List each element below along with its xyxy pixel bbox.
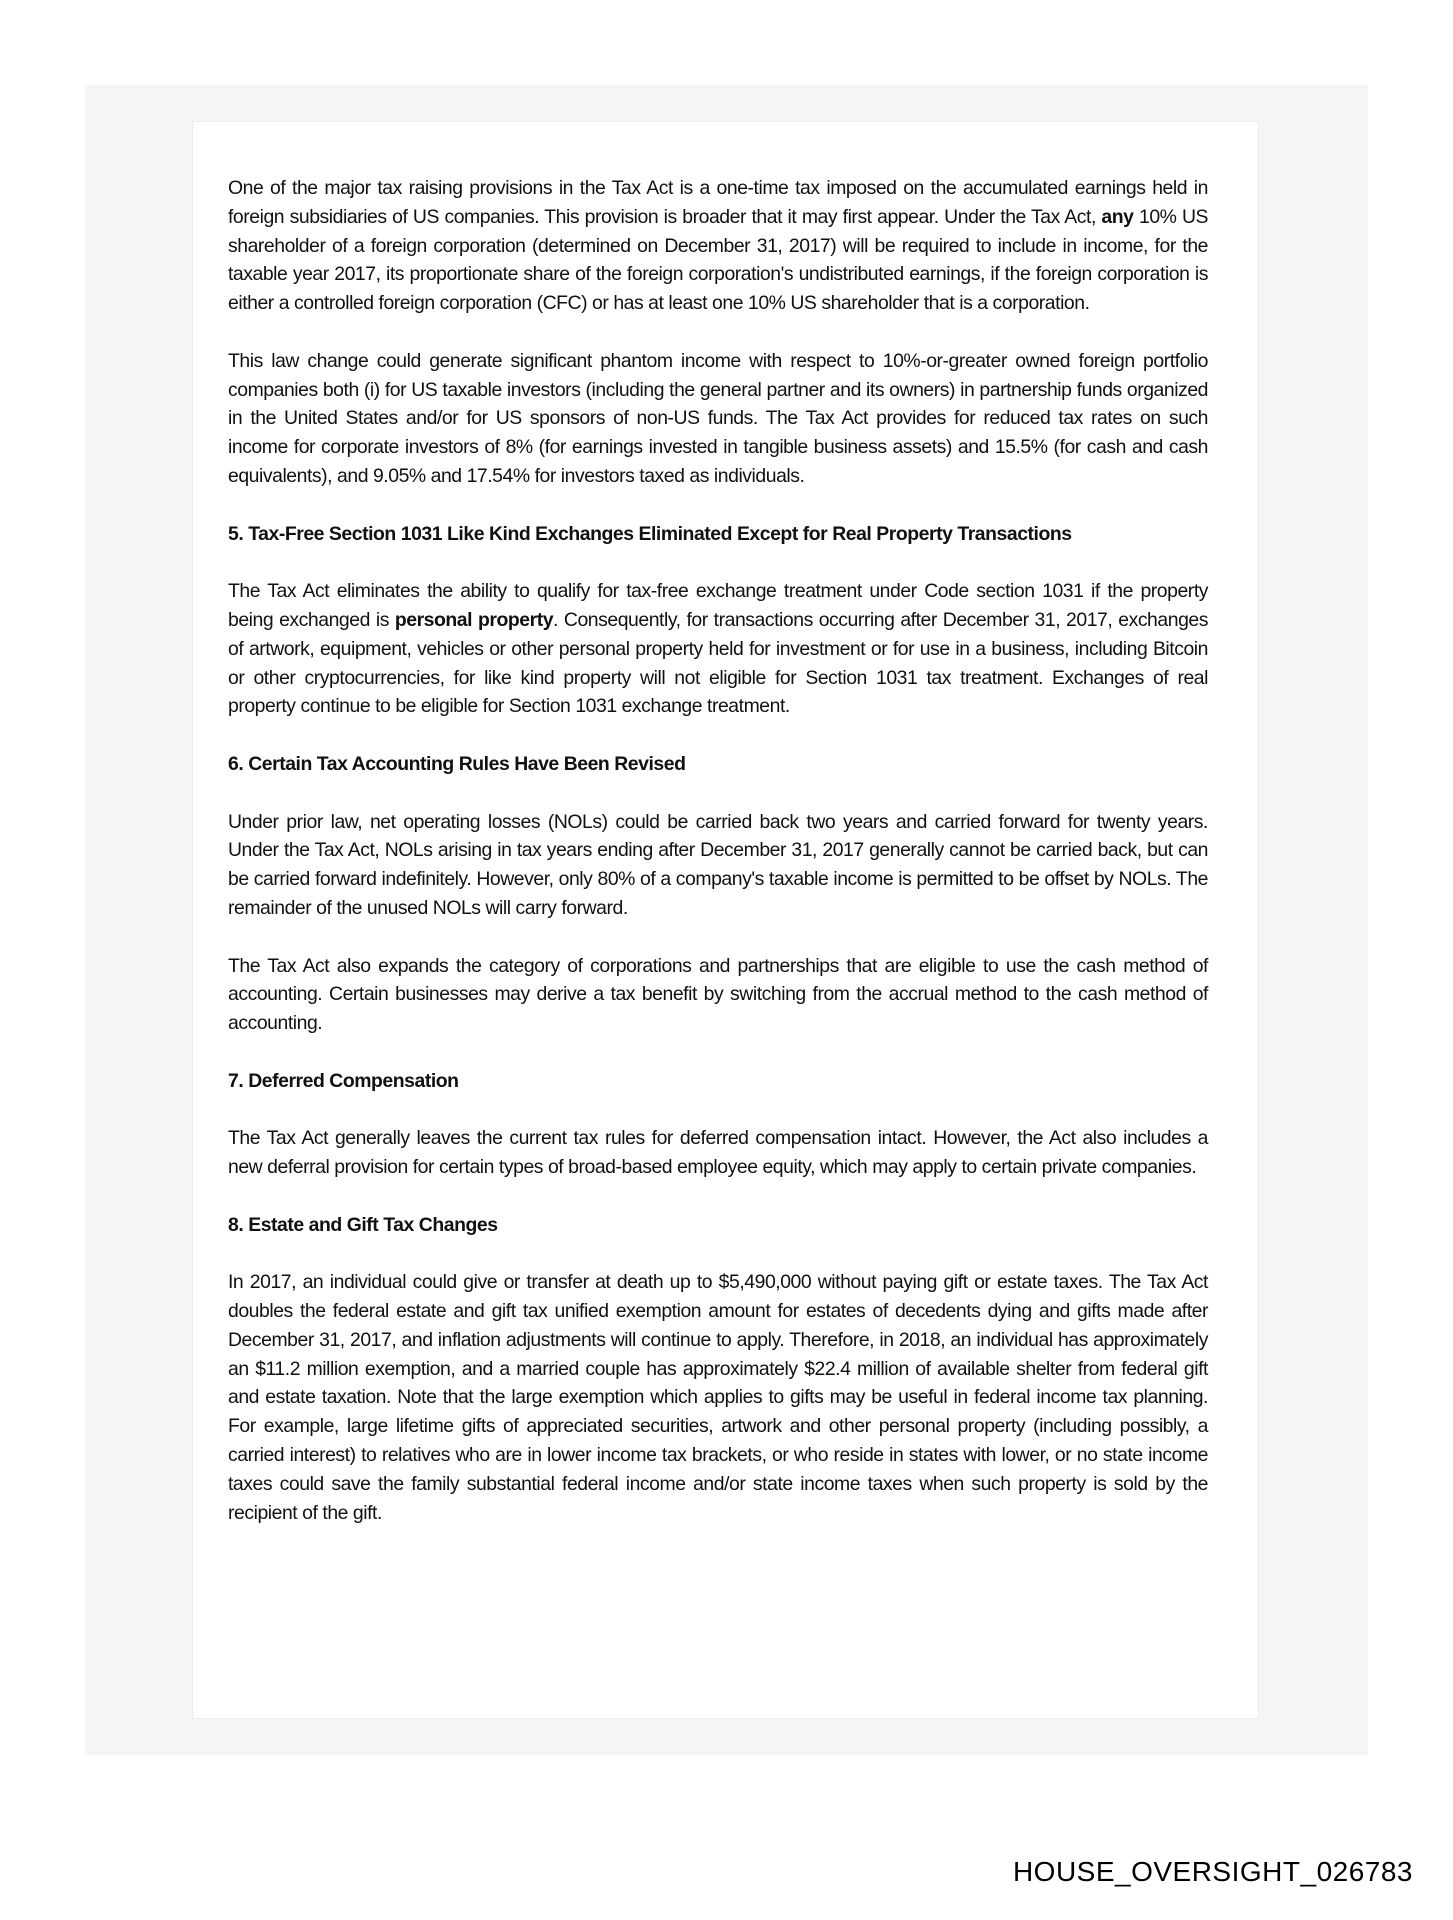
document-body (228, 174, 1208, 1556)
section-heading-7: 7. Deferred Compensation (228, 1069, 459, 1092)
section-heading-5: 5. Tax-Free Section 1031 Like Kind Exchanges Eliminated Except for Real Property Transactions (228, 522, 1072, 545)
paragraph-text: The Tax Act eliminates the ability to qualify for tax-free exchange treatment under Code section 1031 if the property being exchanged is (228, 580, 1208, 631)
section-heading-8: 8. Estate and Gift Tax Changes (228, 1213, 498, 1236)
paragraph-nols: Under prior law, net operating losses (NOLs) could be carried back two years and carried forward for twenty years. Under the Tax Act, NOLs arising in tax years ending after December 31, 2017 generally cannot be carried back, but can be carried forward indefinitely. However, only 80% of a company's taxable income is permitted to be offset by NOLs. The remainder of the unused NOLs will carry forward. (228, 810, 1208, 919)
section-heading-6: 6. Certain Tax Accounting Rules Have Been Revised (228, 752, 686, 775)
paragraph-estate-gift: In 2017, an individual could give or transfer at death up to $5,490,000 without paying gift or estate taxes. The Tax Act doubles the federal estate and gift tax unified exemption amount for estates of decedents dying and gifts made after December 31, 2017, and inflation adjustments will continue to apply. Therefore, in 2018, an individual has approximately an $11.2 million exemption, and a married couple has approximately $22.4 million of available shelter from federal gift and estate taxation. Note that the large exemption which applies to gifts may be useful in federal income tax planning. For example, large lifetime gifts of appreciated securities, artwork and other personal property (including possibly, a carried interest) to relatives who are in lower income tax brackets, or who reside in states with lower, or no state income taxes could save the family substantial federal income and/or state income taxes when such property is sold by the recipient of the gift. (228, 1271, 1208, 1524)
emphasis-any: any (1101, 205, 1134, 228)
paragraph-foreign-earnings (228, 174, 1208, 318)
paragraph-text: . Consequently, for transactions occurring after December 31, 2017, exchanges of artwork, equipment, vehicles or other personal property held for investment or for use in a business, including Bitcoin or other cryptocurrencies, for like kind property will not eligible for Section 1031 tax treatment. Exchanges of real property continue to be eligible for Section 1031 exchange treatment. (228, 608, 1208, 718)
paragraph-section-1031 (228, 577, 1208, 721)
emphasis-personal-property: personal property (394, 608, 554, 631)
paragraph-text: One of the major tax raising provisions in the Tax Act is a one-time tax imposed on the accumulated earnings held in foreign subsidiaries of US companies. This provision is broader that it may first appear. Under the Tax Act, (228, 177, 1208, 228)
paragraph-deferred-compensation: The Tax Act generally leaves the current tax rules for deferred compensation intact. However, the Act also includes a new deferral provision for certain types of broad-based employee equity, which may apply to certain private companies. (228, 1127, 1208, 1179)
bates-stamp: HOUSE_OVERSIGHT_026783 (1012, 1856, 1413, 1887)
paragraph-text: 10% US shareholder of a foreign corporation (determined on December 31, 2017) will be required to include in income, for the taxable year 2017, its proportionate share of the foreign corporation's undistributed earnings, if the foreign corporation is either a controlled foreign corporation (CFC) or has at least one 10% US shareholder that is a corporation. (228, 205, 1208, 315)
paragraph-phantom-income: This law change could generate significant phantom income with respect to 10%-or-greater owned foreign portfolio companies both (i) for US taxable investors (including the general partner and its owners) in partnership funds organized in the United States and/or for US sponsors of non-US funds. The Tax Act provides for reduced tax rates on such income for corporate investors of 8% (for earnings invested in tangible business assets) and 15.5% (for cash and cash equivalents), and 9.05% and 17.54% for investors taxed as individuals. (228, 349, 1208, 487)
paragraph-cash-method: The Tax Act also expands the category of corporations and partnerships that are eligible to use the cash method of accounting. Certain businesses may derive a tax benefit by switching from the accrual method to the cash method of accounting. (228, 954, 1208, 1035)
